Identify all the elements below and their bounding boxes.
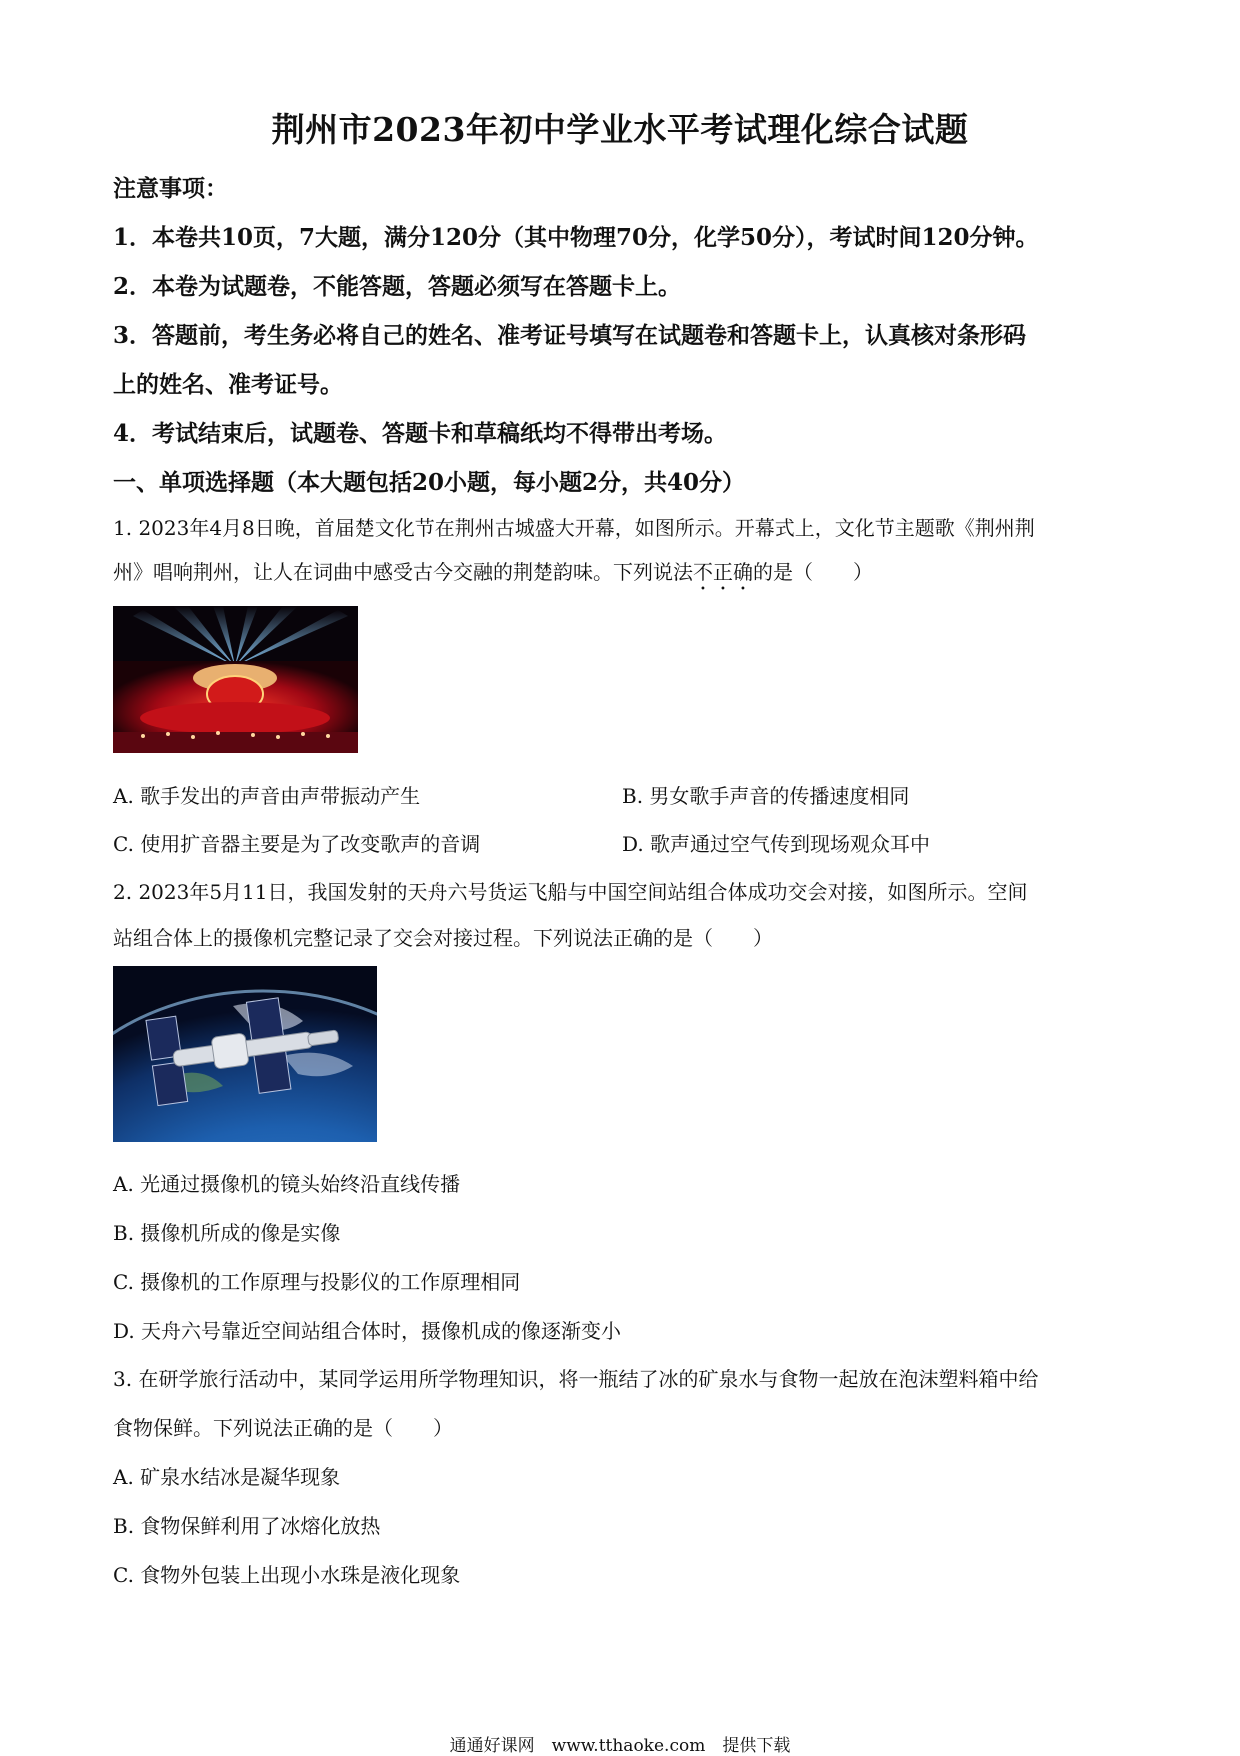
q3-stem-line1: 3. 在研学旅行活动中，某同学运用所学物理知识，将一瓶结了冰的矿泉水与食物一起放在泡沫塑料箱中给 [113, 1367, 1039, 1391]
q2-option-a: A. 光通过摄像机的镜头始终沿直线传播 [113, 1172, 461, 1196]
q3-option-b: B. 食物保鲜利用了冰熔化放热 [113, 1514, 381, 1538]
q3-stem-line2: 食物保鲜。下列说法正确的是（ ） [113, 1416, 453, 1440]
notice-heading: 注意事项： [113, 175, 228, 202]
notice-item-1: 1．本卷共10页，7大题，满分120分（其中物理70分，化学50分），考试时间120分钟。 [113, 224, 1039, 251]
q1-option-b: B. 男女歌手声音的传播速度相同 [622, 784, 910, 808]
q2-space-station-photo [113, 966, 377, 1142]
page-footer: 通通好课网 www.tthaoke.com 提供下载 [449, 1736, 791, 1756]
q2-option-c: C. 摄像机的工作原理与投影仪的工作原理相同 [113, 1270, 521, 1294]
q1-option-c: C. 使用扩音器主要是为了改变歌声的音调 [113, 832, 481, 856]
q3-option-c: C. 食物外包装上出现小水珠是液化现象 [113, 1563, 461, 1587]
q3-option-a: A. 矿泉水结冰是凝华现象 [113, 1465, 341, 1489]
q2-stem-line1: 2. 2023年5月11日，我国发射的天舟六号货运飞船与中国空间站组合体成功交会对接，如图所示。空间 [113, 880, 1028, 904]
q1-option-d: D. 歌声通过空气传到现场观众耳中 [622, 832, 931, 856]
q2-option-b: B. 摄像机所成的像是实像 [113, 1221, 341, 1245]
q1-option-a: A. 歌手发出的声音由声带振动产生 [113, 784, 421, 808]
notice-item-4: 4．考试结束后，试题卷、答题卡和草稿纸均不得带出考场。 [113, 420, 728, 447]
notice-item-3: 3．答题前，考生务必将自己的姓名、准考证号填写在试题卷和答题卡上，认真核对条形码 [113, 322, 1027, 349]
notice-item-2: 2．本卷为试题卷，不能答题，答题必须写在答题卡上。 [113, 273, 682, 300]
page-title: 荆州市2023年初中学业水平考试理化综合试题 [271, 110, 969, 149]
notice-item-3-cont: 上的姓名、准考证号。 [113, 371, 343, 398]
q1-stage-photo [113, 606, 358, 753]
q1-stem-line2: 州》唱响荆州，让人在词曲中感受古今交融的荆楚韵味。下列说法不正确的是（ ） [113, 560, 873, 584]
q1-emphasis: 不正确 [693, 560, 753, 584]
q2-option-d: D. 天舟六号靠近空间站组合体时，摄像机成的像逐渐变小 [113, 1319, 622, 1343]
q2-stem-line2: 站组合体上的摄像机完整记录了交会对接过程。下列说法正确的是（ ） [113, 926, 773, 950]
q1-stem-line1: 1. 2023年4月8日晚，首届楚文化节在荆州古城盛大开幕，如图所示。开幕式上，文化节主题歌《荆州荆 [113, 516, 1035, 540]
section-heading: 一、单项选择题（本大题包括20小题，每小题2分，共40分） [113, 469, 746, 496]
